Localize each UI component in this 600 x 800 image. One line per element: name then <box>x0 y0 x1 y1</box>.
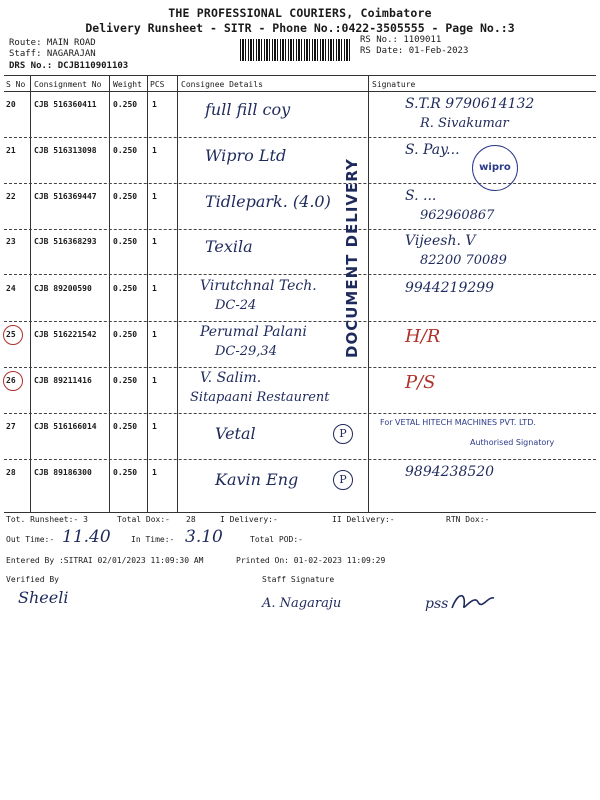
row-consignment-no: CJB 516313098 <box>34 146 97 155</box>
row-pcs: 1 <box>152 330 157 339</box>
out-time-label: Out Time:- <box>6 535 55 544</box>
row-consignment-no: CJB 89200590 <box>34 284 92 293</box>
row-consignee: Kavin Eng <box>215 470 299 489</box>
table-top-rule <box>4 75 596 76</box>
row-weight: 0.250 <box>113 468 138 477</box>
col-divider <box>368 75 369 512</box>
row-signature: 9894238520 <box>405 464 495 480</box>
entered-by: Entered By :SITRAI 02/01/2023 11:09:30 AM <box>6 556 204 565</box>
row-divider <box>4 321 596 322</box>
row-signature: H/R <box>405 326 441 347</box>
row-pcs: 1 <box>152 192 157 201</box>
route-label: Route: MAIN ROAD <box>9 38 96 48</box>
verified-signature: Sheeli <box>18 588 69 607</box>
row-pcs: 1 <box>152 284 157 293</box>
row-divider <box>4 459 596 460</box>
runsheet-subtitle: Delivery Runsheet - SITR - Phone No.:0422-3505555 - Page No.:3 <box>85 21 515 35</box>
row-consignee-mark: P <box>333 470 353 490</box>
row-divider <box>4 274 596 275</box>
row-25-circle <box>3 325 23 345</box>
row-pcs: 1 <box>152 146 157 155</box>
row-consignee-line2: Sitapaani Restaurent <box>190 390 330 405</box>
drs-number: DRS No.: DCJB110901103 <box>9 61 129 71</box>
row-weight: 0.250 <box>113 192 138 201</box>
row-weight: 0.250 <box>113 146 138 155</box>
row-weight: 0.250 <box>113 237 138 246</box>
col-divider <box>177 75 178 512</box>
row-sno: 23 <box>6 237 16 246</box>
col-divider <box>109 75 110 512</box>
row-weight: 0.250 <box>113 376 138 385</box>
barcode <box>240 39 352 61</box>
row-signature: S.T.R 9790614132 <box>405 96 535 112</box>
row-signature: 9944219299 <box>405 280 495 296</box>
row-signature: P/S <box>405 372 436 393</box>
col-weight: Weight <box>113 80 142 89</box>
row-signature: S. ... <box>405 188 437 204</box>
row-pcs: 1 <box>152 468 157 477</box>
row-weight: 0.250 <box>113 422 138 431</box>
totals-rule <box>4 512 596 513</box>
rs-number: RS No.: 1109011 <box>360 35 442 45</box>
row-consignment-no: CJB 516369447 <box>34 192 97 201</box>
row-consignment-no: CJB 516166014 <box>34 422 97 431</box>
row-consignee: Vetal <box>215 424 256 443</box>
in-time-label: In Time:- <box>131 535 175 544</box>
col-signature: Signature <box>372 80 416 89</box>
col-divider <box>147 75 148 512</box>
row-consignee: full fill coy <box>205 100 291 119</box>
col-divider <box>30 75 31 512</box>
row-sno: 26 <box>6 376 16 385</box>
row-divider <box>4 413 596 414</box>
row-consignee-mark: P <box>333 424 353 444</box>
col-sno: S No <box>6 80 26 89</box>
i-delivery: I Delivery:- <box>220 515 278 524</box>
printed-on: Printed On: 01-02-2023 11:09:29 <box>236 556 386 565</box>
row-signature-line2: R. Sivakumar <box>420 116 509 131</box>
total-runsheet: Tot. Runsheet:- 3 <box>6 515 88 524</box>
row-pcs: 1 <box>152 237 157 246</box>
row-sno: 22 <box>6 192 16 201</box>
row-pcs: 1 <box>152 376 157 385</box>
row-signature-line2: 82200 70089 <box>420 253 507 268</box>
pss-signature: pss <box>425 596 449 612</box>
staff-label: Staff: NAGARAJAN <box>9 49 96 59</box>
ii-delivery: II Delivery:- <box>332 515 395 524</box>
in-time-value: 3.10 <box>185 527 223 547</box>
row-divider <box>4 229 596 230</box>
row-signature: For VETAL HITECH MACHINES PVT. LTD. <box>380 418 536 427</box>
total-dox-value: 28 <box>186 515 196 524</box>
staff-signature-label: Staff Signature <box>262 575 335 584</box>
wipro-seal: wipro <box>472 145 518 191</box>
row-consignee-line2: DC-29,34 <box>215 344 277 359</box>
row-consignee-line2: DC-24 <box>215 298 257 313</box>
col-pcs: PCS <box>150 80 165 89</box>
row-26-circle <box>3 371 23 391</box>
row-consignee: Virutchnal Tech. <box>200 278 317 294</box>
row-consignee: Texila <box>205 237 253 256</box>
row-sno: 28 <box>6 468 16 477</box>
row-weight: 0.250 <box>113 100 138 109</box>
row-consignee: V. Salim. <box>200 370 262 386</box>
row-consignment-no: CJB 89211416 <box>34 376 92 385</box>
document-delivery-stamp: DOCUMENT DELIVERY <box>343 158 361 358</box>
staff-signature: A. Nagaraju <box>262 596 342 611</box>
row-sno: 27 <box>6 422 16 431</box>
rs-date: RS Date: 01-Feb-2023 <box>360 46 469 56</box>
row-signature: S. Pay... <box>405 142 460 158</box>
col-consignee: Consignee Details <box>181 80 263 89</box>
row-consignment-no: CJB 516360411 <box>34 100 97 109</box>
row-sno: 24 <box>6 284 16 293</box>
row-consignment-no: CJB 89186300 <box>34 468 92 477</box>
row-consignee: Tidlepark. (4.0) <box>205 192 331 211</box>
col-consignment: Consignment No <box>34 80 102 89</box>
row-signature-line2: 962960867 <box>420 208 495 223</box>
row-consignee: Wipro Ltd <box>205 146 287 165</box>
rtn-dox: RTN Dox:- <box>446 515 490 524</box>
row-divider <box>4 137 596 138</box>
out-time-value: 11.40 <box>62 527 111 547</box>
total-pod-label: Total POD:- <box>250 535 303 544</box>
row-sno: 20 <box>6 100 16 109</box>
row-signature-line2: Authorised Signatory <box>470 438 555 447</box>
company-title: THE PROFESSIONAL COURIERS, Coimbatore <box>168 6 432 20</box>
row-weight: 0.250 <box>113 284 138 293</box>
row-pcs: 1 <box>152 100 157 109</box>
row-consignment-no: CJB 516368293 <box>34 237 97 246</box>
table-header-rule <box>4 91 596 92</box>
row-consignee: Perumal Palani <box>200 324 307 340</box>
row-signature: Vijeesh. V <box>405 233 476 249</box>
row-divider <box>4 367 596 368</box>
row-sno: 21 <box>6 146 16 155</box>
row-consignment-no: CJB 516221542 <box>34 330 97 339</box>
row-pcs: 1 <box>152 422 157 431</box>
pss-scribble <box>448 588 498 614</box>
row-weight: 0.250 <box>113 330 138 339</box>
row-sno: 25 <box>6 330 16 339</box>
verified-by-label: Verified By <box>6 575 59 584</box>
total-dox-label: Total Dox:- <box>117 515 170 524</box>
